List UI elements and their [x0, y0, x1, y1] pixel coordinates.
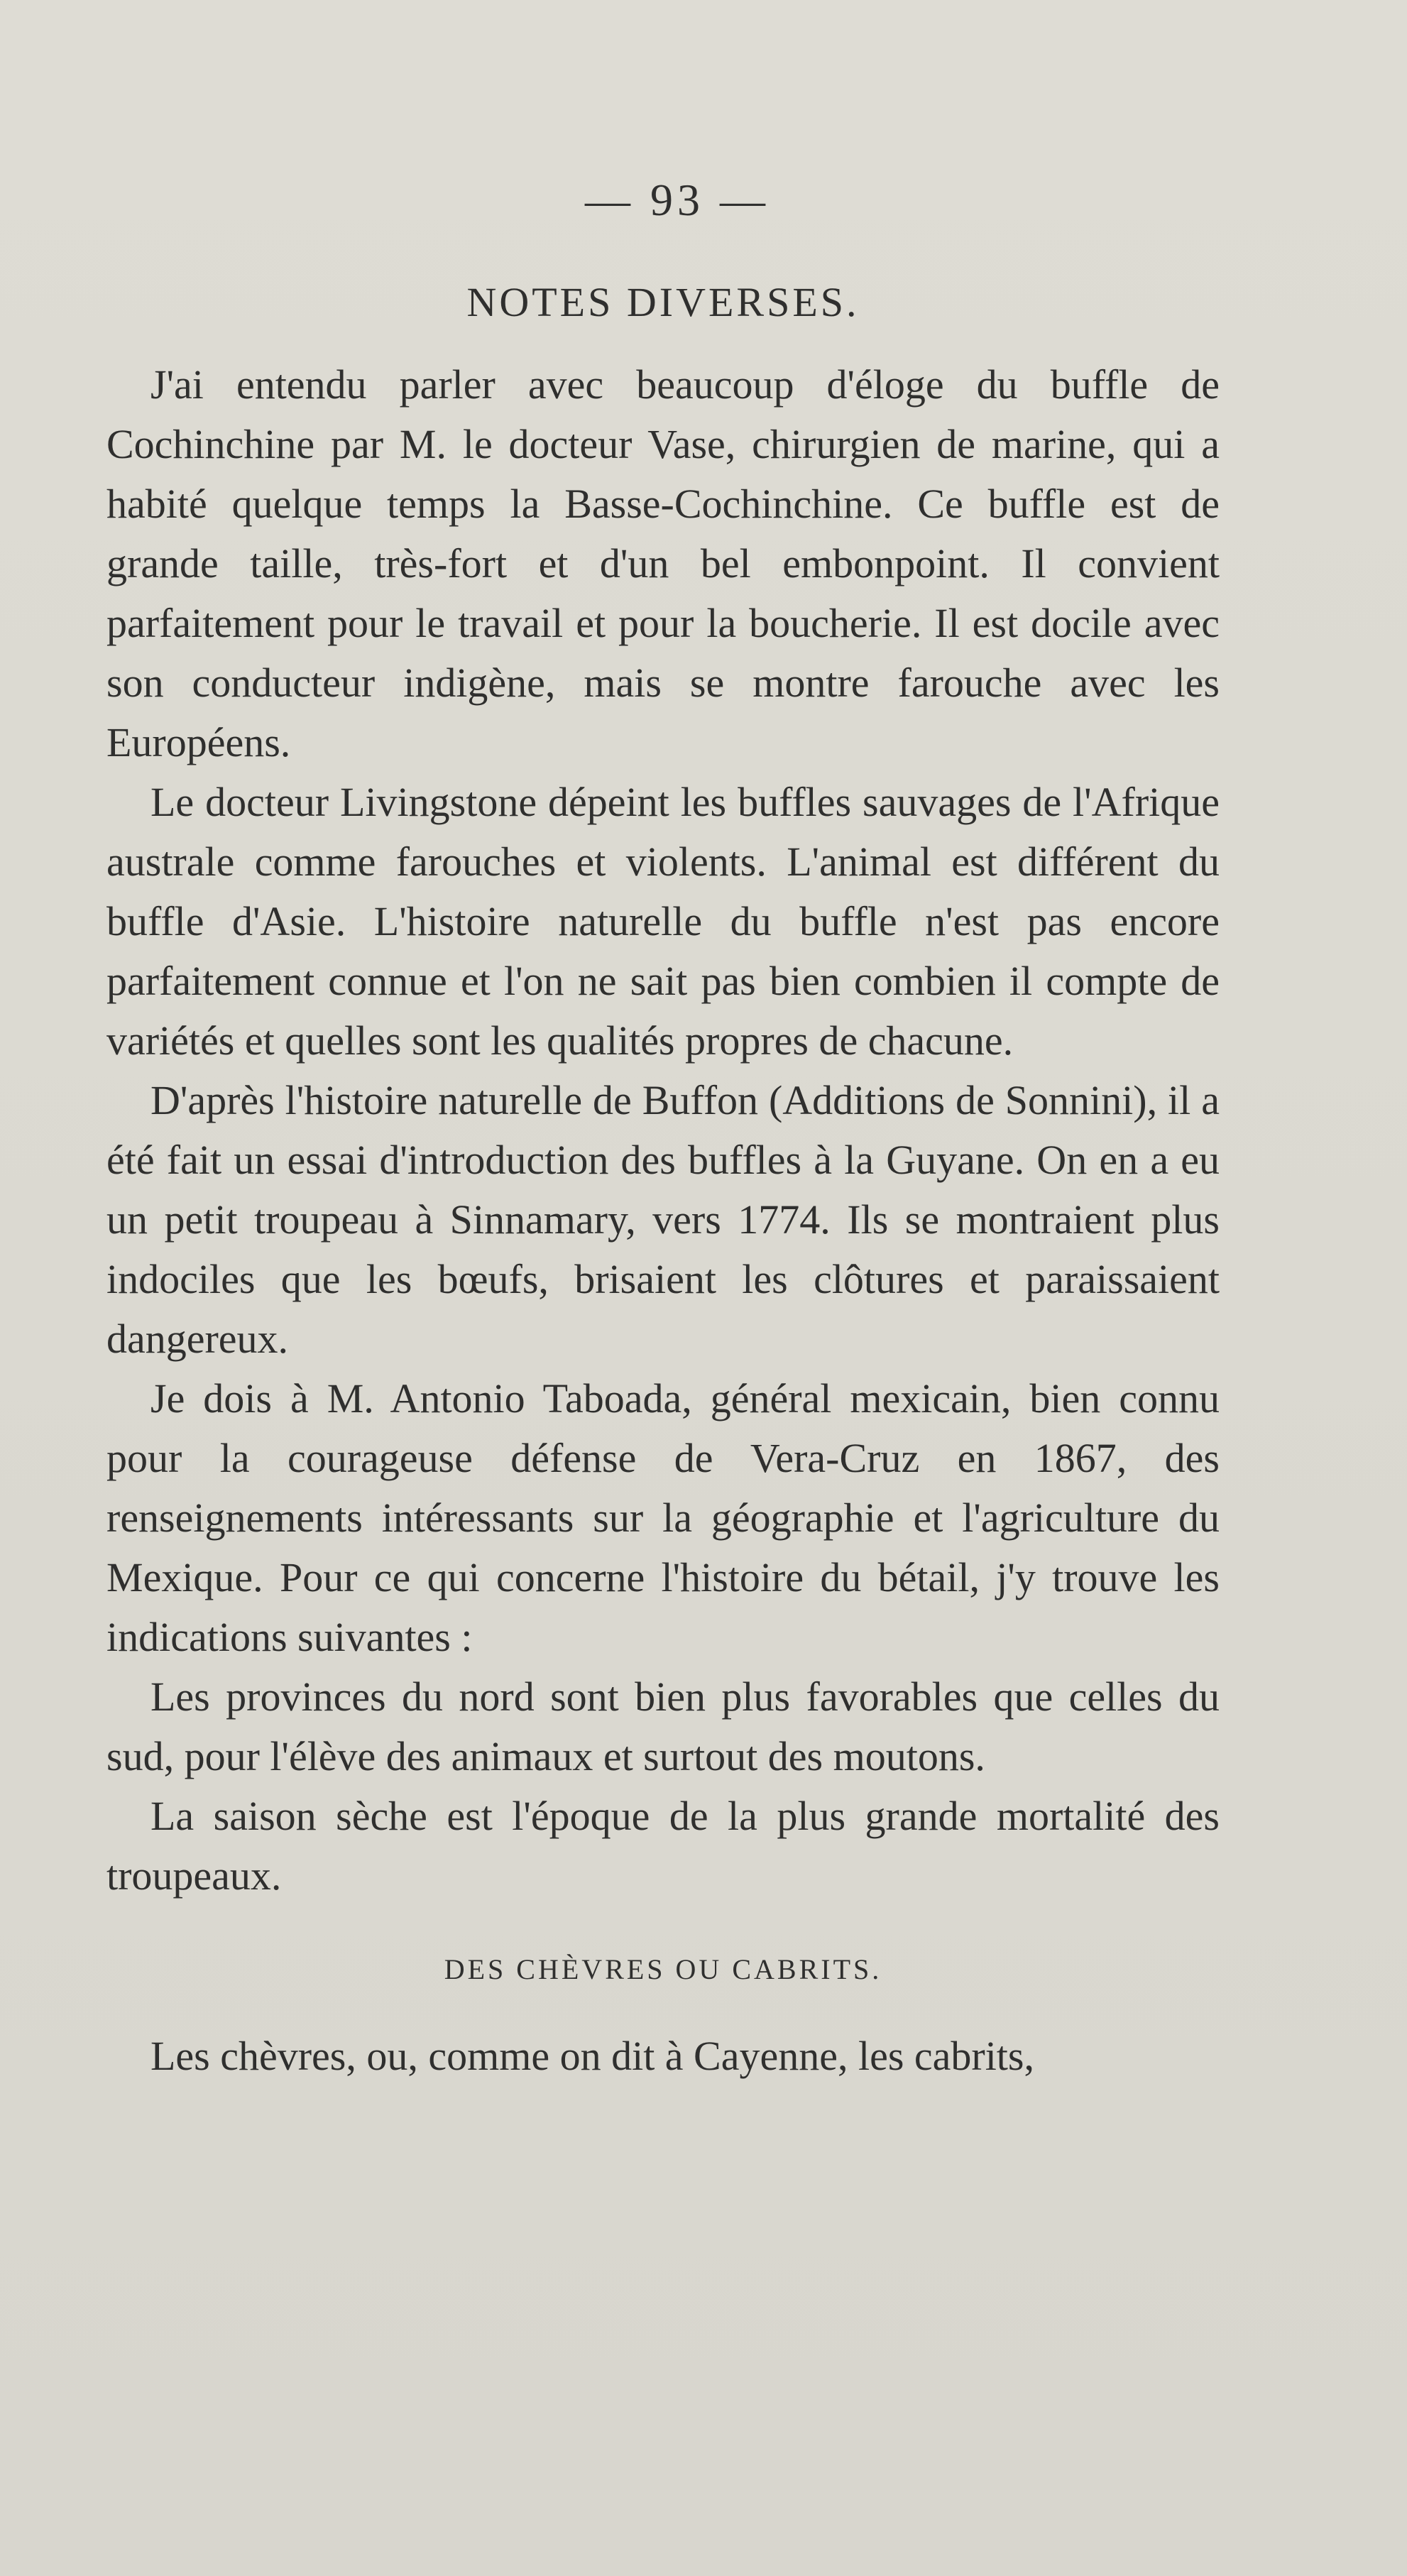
section-title: NOTES DIVERSES.: [466, 279, 860, 325]
paragraph-buffon: D'après l'histoire naturelle de Buffon (Additions de Sonnini), il a été fait un essai d'introduction des buffles à la Guyane. On en a eu un petit troupeau à Sinnamary, vers 1774. Ils se montraient plus indociles que les bœufs, brisaient les clôtures et paraissaient dangereux.: [106, 1076, 1220, 1362]
paragraph-livingstone: Le docteur Livingstone dépeint les buffles sauvages de l'Afrique australe comme farouches et violents. L'animal est différent du buffle d'Asie. L'histoire naturelle du buffle n'est pas encore parfaitement connue et l'on ne sait pas bien combien il compte de variétés et quelles sont les qualités propres de chacune.: [106, 778, 1220, 1064]
paragraph-chevres-start: Les chèvres, ou, comme on dit à Cayenne, les cabrits,: [150, 2032, 1034, 2079]
paragraph-buffle-cochinchine: J'ai entendu parler avec beaucoup d'éloge du buffle de Cochinchine par M. le docteur Vase, chirurgien de marine, qui a habité quelque temps la Basse-Cochinchine. Ce buffle est de grande taille, très-fort et d'un bel embonpoint. Il convient parfaitement pour le travail et pour la boucherie. Il est docile avec son conducteur indigène, mais se montre farouche avec les Européens.: [106, 361, 1220, 765]
paragraph-taboada: Je dois à M. Antonio Taboada, général mexicain, bien connu pour la courageuse défense de Vera-Cruz en 1867, des renseignements intéressants sur la géographie et l'agriculture du Mexique. Pour ce qui concerne l'histoire du bétail, j'y trouve les indications suivantes :: [106, 1375, 1220, 1660]
paragraph-saison-seche: La saison sèche est l'époque de la plus grande mortalité des troupeaux.: [106, 1792, 1220, 1899]
paragraph-provinces: Les provinces du nord sont bien plus favorables que celles du sud, pour l'élève des animaux et surtout des moutons.: [106, 1673, 1220, 1779]
page-text-block: [106, 175, 1220, 2086]
page-number: — 93 —: [585, 175, 770, 225]
subheading-chevres: DES CHÈVRES OU CABRITS.: [444, 1953, 882, 1985]
